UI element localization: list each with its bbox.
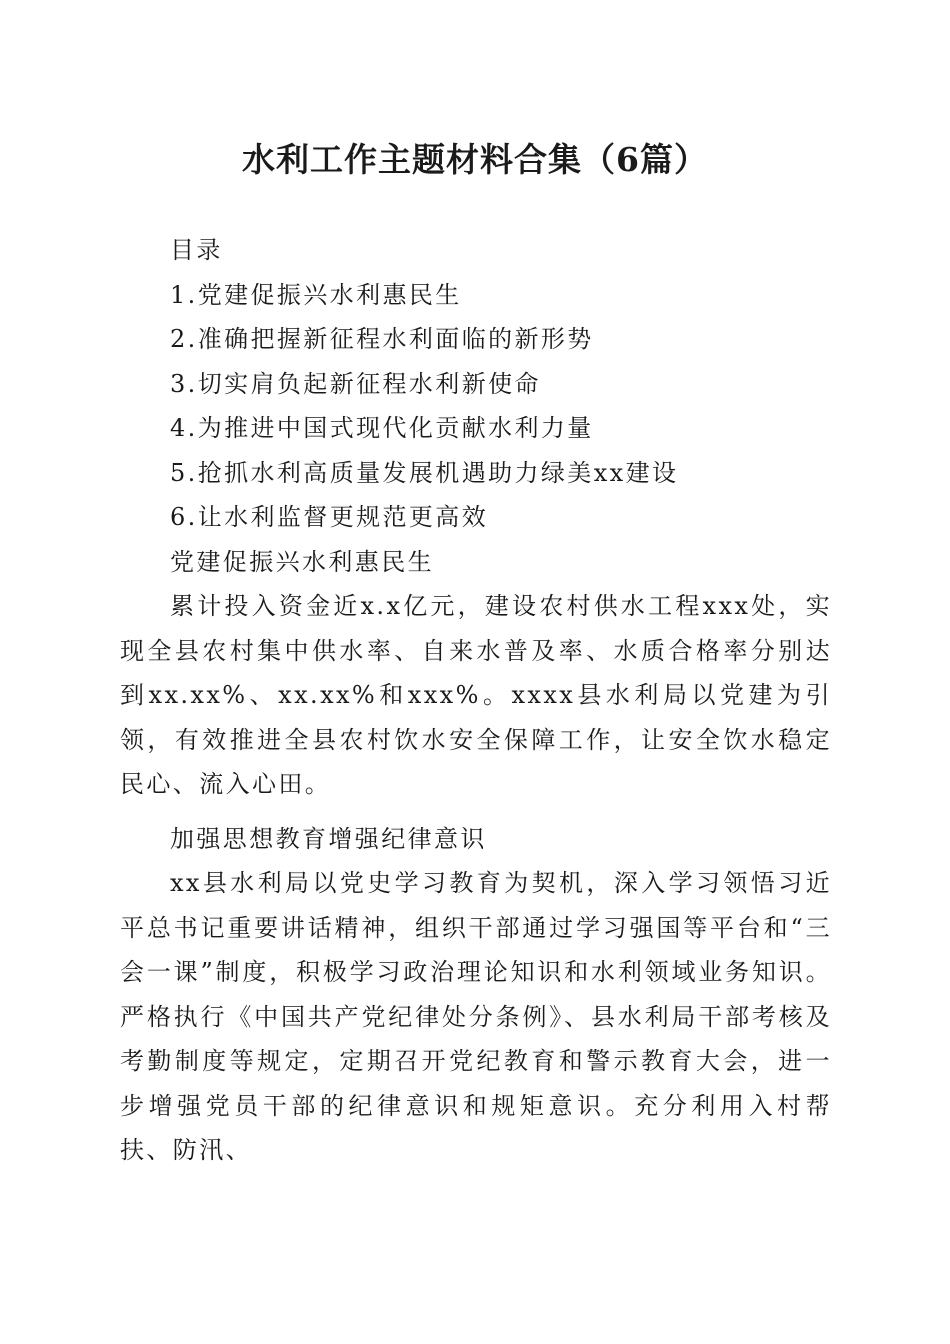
paragraph-1: 累计投入资金近x.x亿元，建设农村供水工程xxx处，实现全县农村集中供水率、自来水普及率、水质合格率分别达到xx.xx%、xx.xx%和xxx%。xxxx县水利局以党建为引领，有效推进全县农村饮水安全保障工作，让安全饮水稳定民心、流入心田。 <box>120 592 832 798</box>
toc-item-2: 2.准确把握新征程水利面临的新形势 <box>170 325 594 353</box>
document-body <box>120 228 832 1173</box>
document-title: 水利工作主题材料合集（6篇） <box>242 140 708 179</box>
paragraph-2: xx县水利局以党史学习教育为契机，深入学习领悟习近平总书记重要讲话精神，组织干部通过学习强国等平台和“三会一课”制度，积极学习政治理论知识和水利领域业务知识。严格执行《中国共产党纪律处分条例》、县水利局干部考核及考勤制度等规定，定期召开党纪教育和警示教育大会，进一步增强党员干部的纪律意识和规矩意识。充分利用入村帮扶、防汛、 <box>120 869 832 1164</box>
toc-item-6: 6.让水利监督更规范更高效 <box>170 503 489 531</box>
toc-item-3: 3.切实肩负起新征程水利新使命 <box>170 369 541 398</box>
toc-heading: 目录 <box>170 236 223 264</box>
toc-item-1: 1.党建促振兴水利惠民生 <box>170 280 462 309</box>
toc-item-4: 4.为推进中国式现代化贡献水利力量 <box>170 414 594 442</box>
toc-item-5: 5.抢抓水利高质量发展机遇助力绿美xx建设 <box>170 458 679 487</box>
section-title: 党建促振兴水利惠民生 <box>170 547 434 576</box>
subheading: 加强思想教育增强纪律意识 <box>170 824 487 853</box>
